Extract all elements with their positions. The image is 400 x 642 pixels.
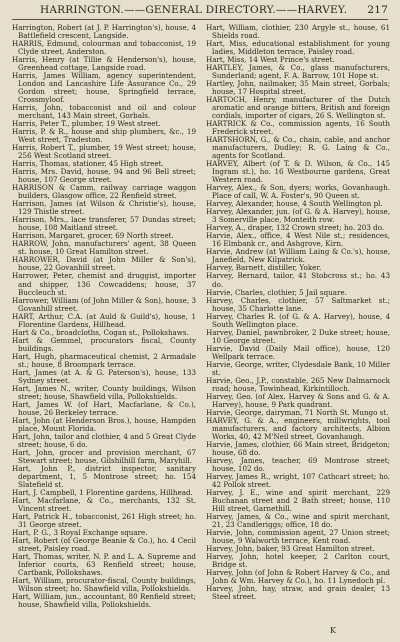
directory-entry: Harvey, Bernard, tailor, 41 Stobcross st.; ho. 43 do. (206, 271, 390, 289)
directory-entry: Harrison, Mrs., lace transferer, 57 Dundas street; house, 108 Maitland street. (12, 215, 196, 233)
directory-entry: Hart, John P., district inspector, sanitary department, 1, 5 Montrose street; ho. 154 Slatefield st. (12, 463, 196, 489)
directory-entry: Harvie, Andrew (at William Laing & Co.'s), house, Janefield, New Kilpatrick. (206, 247, 390, 265)
directory-entry: Harris, Mrs. David, house, 94 and 96 Bell street; house, 107 George street. (12, 167, 196, 185)
directory-entry: Harvey, James, teacher, 69 Montrose street; house, 102 do. (206, 455, 390, 473)
directory-entry: HARVEY, Albert (of T. & D. Wilson, & Co., 145 Ingram st.), ho. 16 Westbourne gardens, Great Western road. (206, 159, 390, 185)
directory-entry: Harvey, A., draper, 132 Crown street; ho. 203 do. (206, 223, 385, 233)
directory-entry: Hartley, John, nailmaker, 35 Main street, Gorbals; house, 17 Hospital street. (206, 79, 390, 97)
directory-entry: HARTSHORN, G., & Co., chain, cable, and anchor manufacturers, Dudley; R. G. Laing & Co., agents for Scotland. (206, 135, 390, 161)
directory-entry: Harvey, John, baker, 93 Great Hamilton street. (206, 544, 375, 554)
directory-entry: Hart, Patrick H., tobacconist, 261 High street; ho. 31 George street. (12, 511, 196, 529)
directory-entry: Hart, James W. (of Hart, Macfarlane, & Co.), house, 26 Berkeley terrace. (12, 399, 196, 417)
directory-entry: Hart, William, clothier, 230 Argyle st., house, 61 Shields road. (206, 23, 390, 41)
directory-entry: Hart, John (at Henderson Bros.), house, Hampden place, Mount Florida. (12, 415, 196, 433)
directory-entry: Harrington, Robert (at J. P. Harrington's), house, 4 Battlefield crescent, Langside. (12, 23, 196, 41)
directory-entry: HARRIS, Edmund, colourman and tobacconist, 19 Clyde street, Anderston. (12, 39, 196, 57)
directory-entry: Harvey, Geo. (of Alex. Harvey & Sons and G. & A. Harvey), house, 9 Park quadrant. (206, 391, 390, 409)
directory-entry: Hart & Co., broadcloths, Cogan st., Pollokshaws. (12, 327, 189, 337)
directory-entry: Harvey, John (of John & Robert Harvey & Co., and John & Wm. Harvey & Co.), ho. 11 Lynedoch pl. (206, 568, 390, 586)
directory-entry: Harrower, Peter, chemist and druggist, importer and shipper, 136 Cowcaddens; house, 37 Buccleuch st. (12, 271, 196, 297)
directory-entry: Hart, Hugh, pharmaceutical chemist, 2 Armadale st.; house, 8 Broompark terrace. (12, 351, 196, 369)
directory-entry: Hart & Gemmel, procurators fiscal, County buildings. (12, 335, 196, 353)
directory-entry: Hart, J. Campbell, 1 Florentine gardens, Hillhead. (12, 487, 193, 497)
directory-entry: Hart, Thomas, writer, N. P. and L. A. Supreme and Inferior courts, 63 Renfield street; house, Cartbank, Pollokshaws. (12, 552, 196, 578)
directory-entry: Harvie, John, commission agent, 27 Union street; house, 9 Walworth terrace, Kent road. (206, 527, 390, 545)
directory-entry: Harvey, Charles R. (of G. & A. Harvey), house, 4 South Wellington place. (206, 311, 390, 329)
directory-entry: HARTOCH, Henry, manufacturer of the Dutch aromatic and orange bitters, British and foreign cordials, importer of cigars, 26 S. Wellington st. (206, 95, 390, 121)
directory-entry: Hart, James (at A. & G. Paterson's), house, 133 Sydney street. (12, 367, 196, 385)
directory-entry: Harvie, David (Daily Mail office), house, 120 Wellpark terrace. (206, 343, 390, 361)
directory-entry: Harvey, James, & Co., wine and spirit merchant, 21, 23 Candleriggs; office, 18 do. (206, 511, 390, 529)
directory-entry: Harrower, William (of John Miller & Son), house, 3 Govanhill street. (12, 295, 196, 313)
directory-entry: Harvey, Daniel, pawnbroker, 2 Duke street; house, 10 George street. (206, 327, 390, 345)
directory-entry: Harvey, John, hotel keeper, 2 Carlton court, Bridge st. (206, 552, 390, 570)
directory-entry: Hart, William, jun., accountant, 80 Renfield street; house, Shawfield villa, Pollokshields. (12, 592, 196, 610)
directory-entry: Harvie, George, dairyman, 71 North St. Mungo st. (206, 407, 389, 417)
page-number: 217 (367, 4, 388, 16)
directory-entry: Harvey, Barnett, distiller, Yoker. (206, 263, 322, 273)
directory-entry: Harris, John, tobacconist and oil and colour merchant, 143 Main street, Gorbals. (12, 103, 196, 121)
directory-entry: Hart, Miss, 14 West Prince's street. (206, 55, 335, 65)
directory-entry: Harris, Peter T., plumber, 19 West street. (12, 119, 161, 129)
left-column (12, 24, 196, 609)
directory-entry: Harvey, J. E., wine and spirit merchant, 229 Buchanan street and 2 Bath street; house, 110 Hill street, Garnethill. (206, 487, 390, 513)
directory-entry: Hart, P. G., 3 Royal Exchange square. (12, 527, 148, 537)
directory-entry: Harvey, Alexander, house, 4 South Wellington pl. (206, 199, 383, 209)
directory-entry: Harvie, Geo., J.P., constable, 265 New Dalmarnock road; house, Towinhead, Kirkintilloch. (206, 375, 390, 393)
directory-entry: Hart, John, grocer and provision merchant, 67 Stewart street; house, Gilshilhill farm, Maryhill. (12, 447, 196, 465)
directory-entry: Harvie, James, clothier, 66 Main street, Bridgeton; house, 68 do. (206, 439, 390, 457)
directory-entry: HARROWER, David (at John Miller & Son's), house, 22 Govanhill street. (12, 255, 196, 273)
directory-entry: HARRISON & Camm, railway carriage waggon builders, Glasgow office, 22 Renfield street. (12, 183, 196, 201)
running-head (12, 4, 388, 18)
directory-entry: Harvie, Alex., office, 4 West Nile st.; residences, 16 Elmbank cr., and Ashgrove, Kirn. (206, 231, 390, 249)
directory-entry: Hart, Miss, educational establishment for young ladies, Middleton terrace, Paisley road. (206, 39, 390, 57)
directory-entry: HARROW, John, manufacturers' agent, 38 Queen st. house, 10 Great Hamilton street. (12, 239, 196, 257)
directory-entry: HARTRICK & Co., commission agents, 16 South Frederick street. (206, 119, 390, 137)
directory-entry: Harvie, George, writer, Clydesdale Bank, 10 Miller st. (206, 359, 391, 377)
directory-entry: Harrison, James (at Wilson & Christie's), house, 129 Thistle street. (12, 199, 196, 217)
directory-entry: Hart, James N., writer, County buildings, Wilson street; house, Shawfield villa, Pollokshields. (12, 383, 196, 401)
running-head-title: HARRINGTON.——GENERAL DIRECTORY.——HARVEY. (40, 4, 348, 16)
directory-entry: Hart, William, procurator-fiscal, County buildings, Wilson street; ho. Shawfield villa, Pollokshields. (12, 576, 196, 594)
directory-entry: HART, Arthur, C.A. (at Auld & Guild's), house, 1 Florentine Gardens, Hillhead. (12, 311, 196, 329)
printer-signature-mark: K (330, 626, 336, 635)
directory-entry: Harvey, James R., wright, 107 Cathcart street; ho. 42 Pollok street. (206, 471, 390, 489)
directory-entry: Hart, John, tailor and clothier, 4 and 5 Great Clyde street; house, 6 do. (12, 431, 196, 449)
directory-entry: Hart, Macfarlane, & Co., merchants, 132 St. Vincent street. (12, 495, 196, 513)
directory-entry: Harvey, Alex., & Son, dyers; works, Govanhaugh. Place of call, W. A. Foster's, 90 Queen st. (206, 183, 390, 201)
directory-entry: Harvey, Charles, clothier, 57 Saltmarket st.; house, 35 Charlotte lane. (206, 295, 390, 313)
directory-entry: Harris, Robert T., plumber, 19 West street; house, 256 West Scotland street. (12, 143, 196, 161)
directory-entry: Harris, P. & R., house and ship plumbers, &c., 19 West street, Tradeston. (12, 127, 196, 145)
directory-entry: HARTLEY, James, & Co., glass manufacturers, Sunderland; agent, F. A. Barrow, 101 Hope st. (206, 63, 390, 81)
directory-entry: Harris, Henry (at Tillie & Henderson's), house, Greenhead cottage, Langside road. (12, 55, 196, 73)
directory-entry: Hart, Robert (of George Beanie & Co.), ho. 4 Cecil street, Paisley road. (12, 536, 196, 554)
right-column (206, 24, 390, 601)
directory-entry: Harris, James William, agency superintendent, London and Lancashire Life Assurance Co., 29 Gordon street; house, Springfield terrace, Crossmyloof. (12, 71, 196, 105)
directory-entry: Harvie, Charles, clothier, 5 Jail square. (206, 287, 347, 297)
directory-entry: HARVEY, G. & A., engineers, millwrights, tool manufacturers, and factory architects, Albion Works, 40, 42 M'Neil street, Govanhaugh. (206, 415, 390, 441)
directory-entry: Harvey, John, hay, straw, and grain dealer, 13 Steel street. (206, 584, 390, 602)
directory-entry: Harvey, Alexander, jun. (of G. & A. Harvey), house, 3 Somerville place, Monteith row. (206, 207, 390, 225)
directory-entry: Harris, Thomas, stationer, 45 High street. (12, 159, 164, 169)
header-rule (12, 19, 388, 20)
directory-entry: Harrison, Margaret, grocer, 69 North street. (12, 231, 174, 241)
